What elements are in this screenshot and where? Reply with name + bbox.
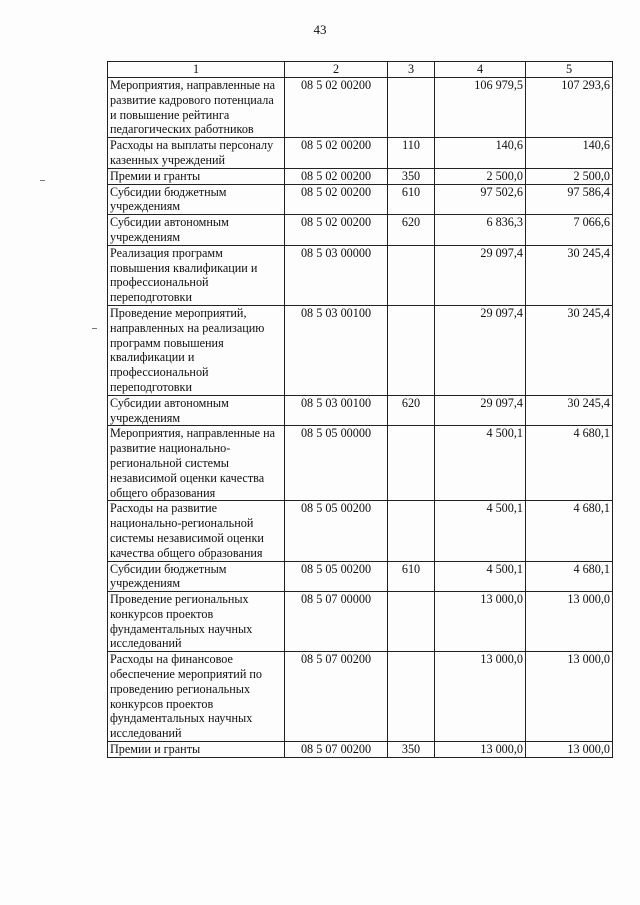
row-code-cell: 08 5 05 00000 [285, 426, 388, 501]
row-type-cell [388, 652, 435, 742]
row-name-cell: Проведение мероприятий, направленных на реализацию программ повышения квалификации и профессиональной переподготовки [108, 305, 285, 395]
row-value-2023-cell: 106 979,5 [435, 78, 526, 138]
row-value-2023-cell: 6 836,3 [435, 215, 526, 246]
row-value-2024-cell: 30 245,4 [526, 245, 613, 305]
row-name-cell: Расходы на развитие национально-региональной системы независимой оценки качества общего образования [108, 501, 285, 561]
row-name-cell: Субсидии автономным учреждениям [108, 395, 285, 426]
row-type-cell [388, 592, 435, 652]
row-value-2023-cell: 13 000,0 [435, 742, 526, 758]
table-row [108, 592, 613, 652]
row-code-cell: 08 5 02 00200 [285, 78, 388, 138]
row-value-2023-cell: 2 500,0 [435, 168, 526, 184]
table-row [108, 426, 613, 501]
table-row [108, 652, 613, 742]
row-value-2024-cell: 13 000,0 [526, 652, 613, 742]
row-value-2023-cell: 4 500,1 [435, 501, 526, 561]
column-header: 2 [285, 62, 388, 78]
row-code-cell: 08 5 02 00200 [285, 138, 388, 169]
row-name-cell: Расходы на выплаты персоналу казенных учреждений [108, 138, 285, 169]
row-code-cell: 08 5 07 00200 [285, 652, 388, 742]
row-code-cell: 08 5 02 00200 [285, 215, 388, 246]
row-type-cell [388, 501, 435, 561]
row-value-2024-cell: 140,6 [526, 138, 613, 169]
table-row [108, 78, 613, 138]
table-row [108, 742, 613, 758]
column-header: 3 [388, 62, 435, 78]
row-name-cell: Субсидии бюджетным учреждениям [108, 561, 285, 592]
table-header-row [108, 62, 613, 78]
table-row [108, 395, 613, 426]
row-type-cell: 620 [388, 215, 435, 246]
row-type-cell [388, 78, 435, 138]
row-value-2023-cell: 13 000,0 [435, 592, 526, 652]
row-value-2024-cell: 4 680,1 [526, 501, 613, 561]
row-type-cell: 350 [388, 168, 435, 184]
row-type-cell: 610 [388, 561, 435, 592]
row-type-cell [388, 305, 435, 395]
row-name-cell: Проведение региональных конкурсов проектов фундаментальных научных исследований [108, 592, 285, 652]
row-type-cell: 350 [388, 742, 435, 758]
row-code-cell: 08 5 05 00200 [285, 501, 388, 561]
row-name-cell: Мероприятия, направленные на развитие национально-региональной системы независимой оценки качества общего образования [108, 426, 285, 501]
row-name-cell: Субсидии бюджетным учреждениям [108, 184, 285, 215]
row-code-cell: 08 5 03 00000 [285, 245, 388, 305]
table-row [108, 184, 613, 215]
scan-speck [40, 180, 45, 181]
row-value-2024-cell: 97 586,4 [526, 184, 613, 215]
row-value-2024-cell: 13 000,0 [526, 742, 613, 758]
row-value-2024-cell: 13 000,0 [526, 592, 613, 652]
row-value-2023-cell: 140,6 [435, 138, 526, 169]
table-row [108, 501, 613, 561]
row-code-cell: 08 5 03 00100 [285, 395, 388, 426]
row-value-2024-cell: 107 293,6 [526, 78, 613, 138]
row-code-cell: 08 5 05 00200 [285, 561, 388, 592]
table-row [108, 215, 613, 246]
row-code-cell: 08 5 02 00200 [285, 184, 388, 215]
row-value-2024-cell: 4 680,1 [526, 426, 613, 501]
row-name-cell: Расходы на финансовое обеспечение мероприятий по проведению региональных конкурсов проектов фундаментальных научных исследований [108, 652, 285, 742]
row-type-cell [388, 426, 435, 501]
row-value-2023-cell: 29 097,4 [435, 395, 526, 426]
row-name-cell: Премии и гранты [108, 168, 285, 184]
table-row [108, 138, 613, 169]
row-name-cell: Субсидии автономным учреждениям [108, 215, 285, 246]
row-name-cell: Мероприятия, направленные на развитие кадрового потенциала и повышение рейтинга педагогических работников [108, 78, 285, 138]
row-value-2024-cell: 30 245,4 [526, 305, 613, 395]
row-code-cell: 08 5 03 00100 [285, 305, 388, 395]
row-value-2023-cell: 13 000,0 [435, 652, 526, 742]
row-value-2024-cell: 7 066,6 [526, 215, 613, 246]
row-value-2023-cell: 97 502,6 [435, 184, 526, 215]
column-header: 5 [526, 62, 613, 78]
column-header: 1 [108, 62, 285, 78]
row-type-cell: 620 [388, 395, 435, 426]
table-row [108, 168, 613, 184]
table-row [108, 305, 613, 395]
row-value-2024-cell: 30 245,4 [526, 395, 613, 426]
row-code-cell: 08 5 02 00200 [285, 168, 388, 184]
table-row [108, 561, 613, 592]
table-row [108, 245, 613, 305]
row-value-2023-cell: 4 500,1 [435, 561, 526, 592]
column-header: 4 [435, 62, 526, 78]
row-value-2024-cell: 2 500,0 [526, 168, 613, 184]
row-value-2023-cell: 29 097,4 [435, 305, 526, 395]
scan-speck [92, 328, 97, 329]
row-code-cell: 08 5 07 00000 [285, 592, 388, 652]
row-value-2023-cell: 29 097,4 [435, 245, 526, 305]
row-value-2024-cell: 4 680,1 [526, 561, 613, 592]
row-name-cell: Реализация программ повышения квалификации и профессиональной переподготовки [108, 245, 285, 305]
budget-table [107, 61, 613, 758]
row-value-2023-cell: 4 500,1 [435, 426, 526, 501]
row-type-cell: 110 [388, 138, 435, 169]
row-type-cell: 610 [388, 184, 435, 215]
row-name-cell: Премии и гранты [108, 742, 285, 758]
page-number: 43 [313, 22, 327, 37]
row-type-cell [388, 245, 435, 305]
row-code-cell: 08 5 07 00200 [285, 742, 388, 758]
